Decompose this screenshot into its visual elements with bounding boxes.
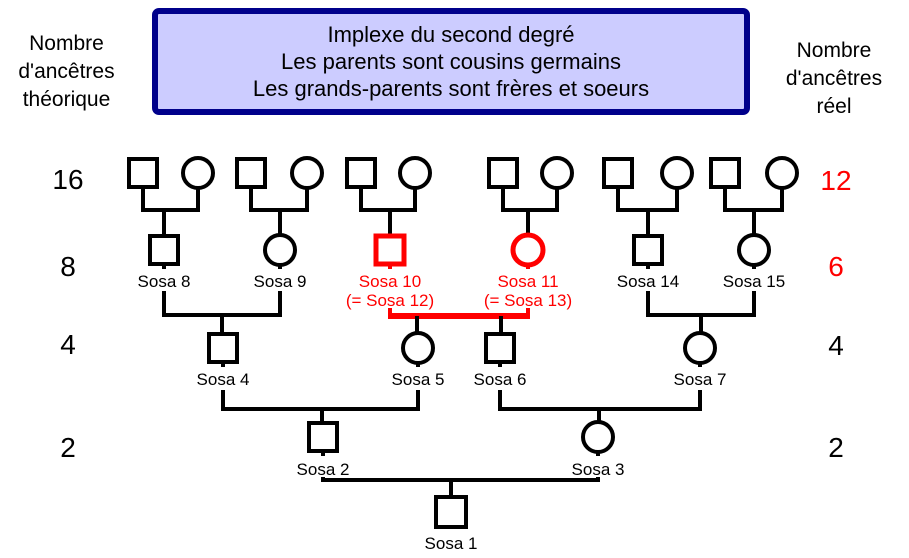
sosa-10-sublabel: (= Sosa 12) [345, 291, 435, 310]
g16-7-male-symbol [489, 159, 517, 187]
title-line: Implexe du second degré [327, 22, 575, 47]
sosa-8-label: Sosa 8 [137, 272, 191, 291]
header-line: théorique [22, 88, 111, 111]
sosa-14-male-symbol [634, 236, 662, 264]
sosa-2-male-symbol [309, 423, 337, 451]
real-count-gen16: 12 [820, 165, 852, 196]
title-line: Les parents sont cousins germains [281, 49, 621, 74]
sosa-5-label: Sosa 5 [391, 370, 445, 389]
sosa-14-label: Sosa 14 [616, 272, 680, 291]
header-line: réel [816, 95, 852, 118]
g16-4-female-symbol [292, 158, 322, 188]
g16-11-male-symbol [711, 159, 739, 187]
sosa-7-female-symbol [685, 333, 715, 363]
sosa-9-label: Sosa 9 [253, 272, 307, 291]
sosa-9-female-symbol [265, 235, 295, 265]
theoretical-count-gen16: 16 [52, 164, 84, 195]
sosa-3-label: Sosa 3 [571, 460, 625, 479]
sosa-5-female-symbol [403, 333, 433, 363]
sosa-11-label: Sosa 11 [497, 272, 559, 291]
sosa-10-male-symbol [376, 236, 404, 264]
g16-12-female-symbol [767, 158, 797, 188]
theoretical-count-gen2: 2 [60, 432, 76, 463]
real-count-gen8: 6 [828, 251, 844, 282]
sosa-7-label: Sosa 7 [673, 370, 727, 389]
sosa-1-male-symbol [436, 497, 466, 527]
g16-5-male-symbol [347, 159, 375, 187]
title-line: Les grands-parents sont frères et soeurs [252, 76, 650, 101]
sosa-6-label: Sosa 6 [473, 370, 527, 389]
g16-1-male-symbol [129, 159, 157, 187]
real-count-gen2: 2 [828, 432, 844, 463]
header-line: Nombre [29, 32, 104, 55]
g16-3-male-symbol [237, 159, 265, 187]
sosa-15-label: Sosa 15 [722, 272, 786, 291]
header-line: d'ancêtres [18, 60, 115, 83]
sosa-1-label: Sosa 1 [424, 534, 478, 553]
header-line: Nombre [796, 39, 872, 62]
theoretical-count-gen4: 4 [60, 329, 76, 360]
sosa-11-female-symbol [513, 235, 543, 265]
sosa-11-sublabel: (= Sosa 13) [483, 291, 573, 310]
g16-10-female-symbol [662, 158, 692, 188]
sosa-4-label: Sosa 4 [196, 370, 250, 389]
sosa-3-female-symbol [583, 422, 613, 452]
sosa-6-male-symbol [486, 334, 514, 362]
theoretical-count-gen8: 8 [60, 251, 76, 282]
sosa-15-female-symbol [739, 235, 769, 265]
g16-8-female-symbol [542, 158, 572, 188]
sosa-8-male-symbol [150, 236, 178, 264]
g16-2-female-symbol [183, 158, 213, 188]
sosa-2-label: Sosa 2 [296, 460, 350, 479]
g16-6-female-symbol [400, 158, 430, 188]
g16-9-male-symbol [604, 159, 632, 187]
sosa-4-male-symbol [209, 334, 237, 362]
real-count-gen4: 4 [828, 330, 844, 361]
header-line: d'ancêtres [785, 67, 883, 90]
sosa-10-label: Sosa 10 [358, 272, 422, 291]
